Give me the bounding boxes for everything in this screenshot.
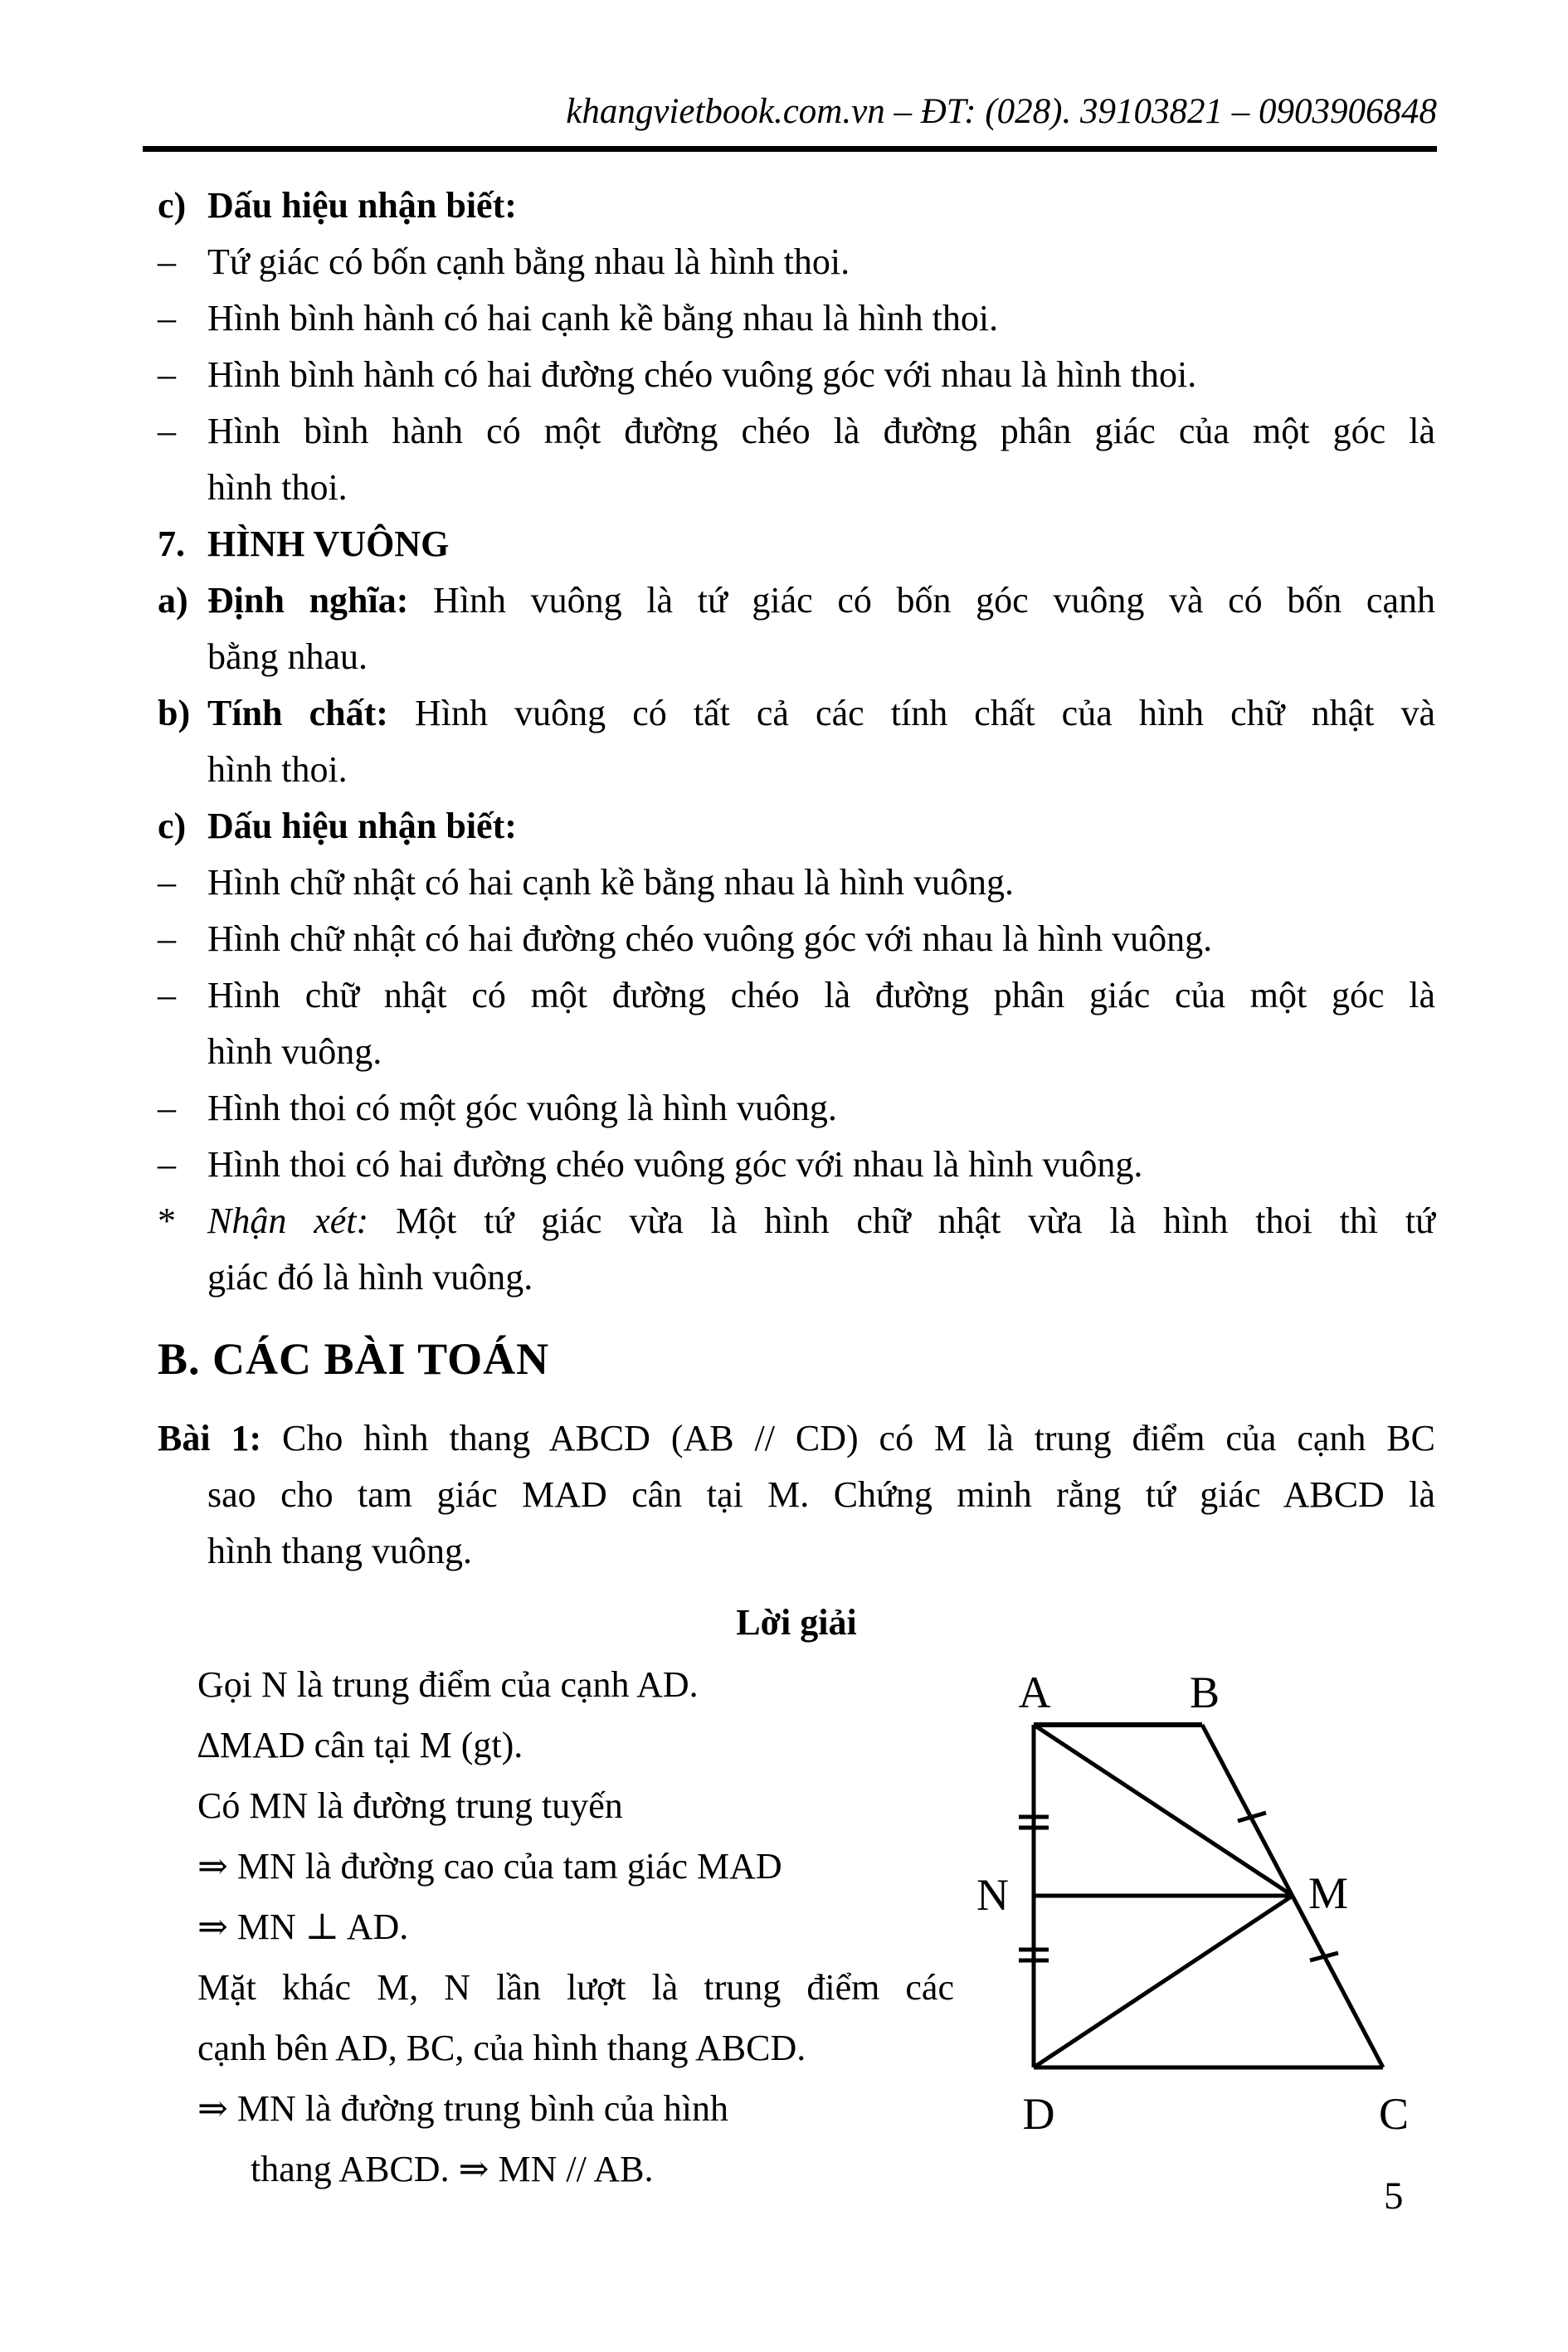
solution-line (197, 1654, 954, 1715)
text-run: Tứ giác có bốn cạnh bằng nhau là hình thoi. (207, 241, 850, 282)
solution-line (197, 2078, 954, 2139)
vertex-label-m: M (1308, 1868, 1349, 1918)
text-run: Lời giải (736, 1602, 857, 1643)
text-run: ⇒ MN ⊥ AD. (197, 1906, 409, 1947)
text-run: giác đó là hình vuông. (207, 1257, 533, 1298)
remark-continuation (207, 1249, 1435, 1306)
line-marker: – (158, 918, 176, 959)
vertex-label-a: A (1018, 1668, 1051, 1717)
solution-line (197, 1715, 954, 1775)
line-marker: – (158, 1144, 176, 1185)
problem-statement-continuation (207, 1523, 1435, 1580)
line-marker: – (158, 241, 176, 282)
text-run: Dấu hiệu nhận biết: (207, 185, 517, 226)
line-marker: c) (158, 185, 187, 226)
bullet-item (158, 347, 1435, 403)
line-marker: – (158, 354, 176, 395)
bullet-item (158, 290, 1435, 347)
page-number: 5 (1384, 2174, 1404, 2218)
text-run: Hình thoi có hai đường chéo vuông góc với nhau là hình vuông. (207, 1144, 1143, 1185)
bullet-item-continuation (207, 460, 1435, 516)
line-marker: – (158, 1088, 176, 1128)
bullet-item (158, 967, 1435, 1024)
text-run: Cho hình thang ABCD (AB // CD) có M là trung điểm của cạnh BC (261, 1418, 1435, 1458)
text-run: Hình chữ nhật có một đường chéo là đường phân giác của một góc là (207, 975, 1435, 1015)
text-run: Hình bình hành có hai đường chéo vuông góc với nhau là hình thoi. (207, 354, 1197, 395)
text-run: Dấu hiệu nhận biết: (207, 806, 517, 846)
bullet-item-continuation (207, 1024, 1435, 1080)
text-run: thang ABCD. ⇒ MN // AB. (251, 2149, 654, 2189)
line-marker: * (158, 1200, 176, 1241)
line-marker: b) (158, 693, 191, 733)
text-run: Một tứ giác vừa là hình chữ nhật vừa là hình thoi thì tứ (368, 1200, 1435, 1241)
text-run: bằng nhau. (207, 636, 368, 677)
text-run: hình thoi. (207, 467, 348, 508)
bullet-item (158, 234, 1435, 290)
segment-am (1034, 1725, 1293, 1896)
text-run: hình thoi. (207, 749, 348, 790)
property-continuation (207, 742, 1435, 798)
solution-line (197, 2018, 954, 2078)
text-run: Hình vuông là tứ giác có bốn góc vuông và có bốn cạnh (408, 580, 1435, 621)
text-run: Hình bình hành có một đường chéo là đường phân giác của một góc là (207, 411, 1435, 451)
geometry-figure (946, 1668, 1477, 2169)
line-marker: a) (158, 580, 188, 621)
solution-line (197, 1957, 954, 2018)
definition-item (158, 572, 1435, 629)
text-run: sao cho tam giác MAD cân tại M. Chứng minh rằng tứ giác ABCD là (207, 1474, 1435, 1515)
remark-item (158, 1193, 1435, 1249)
bullet-item (158, 403, 1435, 460)
text-run: Hình thoi có một góc vuông là hình vuông. (207, 1088, 837, 1128)
text-run: Có MN là đường trung tuyến (197, 1785, 623, 1826)
section-heading (158, 798, 1435, 855)
section-heading (158, 178, 1435, 234)
line-marker: – (158, 862, 176, 903)
solution-heading (158, 1595, 1435, 1651)
problem-statement-continuation (207, 1467, 1435, 1523)
text-run: ⇒ MN là đường trung bình của hình (197, 2088, 729, 2129)
property-item (158, 685, 1435, 742)
definition-continuation (207, 629, 1435, 685)
text-run: ∆MAD cân tại M (gt). (197, 1725, 523, 1765)
line-marker: – (158, 411, 176, 451)
vertex-label-c: C (1378, 2089, 1410, 2139)
segment-dm (1034, 1896, 1293, 2067)
text-run: B. CÁC BÀI TOÁN (158, 1334, 550, 1384)
line-marker: – (158, 975, 176, 1015)
solution-line (197, 1897, 954, 1957)
solution-line (197, 1775, 954, 1836)
text-run: hình vuông. (207, 1031, 382, 1072)
solution-line (197, 1836, 954, 1897)
text-run: Hình bình hành có hai cạnh kề bằng nhau là hình thoi. (207, 298, 999, 338)
vertex-label-b: B (1189, 1668, 1220, 1717)
vertex-label-n: N (976, 1870, 1009, 1920)
page-header: khangvietbook.com.vn – ĐT: (028). 39103821 – 0903906848 (566, 92, 1437, 131)
text-run: Hình chữ nhật có hai đường chéo vuông góc với nhau là hình vuông. (207, 918, 1213, 959)
line-marker: c) (158, 806, 187, 846)
solution-line (251, 2139, 954, 2199)
bullet-item (158, 855, 1435, 911)
text-run: Bài 1: (158, 1418, 262, 1458)
part-title (158, 1322, 1435, 1395)
vertex-label-d: D (1022, 2089, 1055, 2139)
text-run: Hình vuông có tất cả các tính chất của hình chữ nhật và (387, 693, 1435, 733)
bullet-item (158, 911, 1435, 967)
text-run: Định nghĩa: (207, 580, 409, 621)
text-run: cạnh bên AD, BC, của hình thang ABCD. (197, 2028, 806, 2068)
bullet-item (158, 1080, 1435, 1137)
section-heading (158, 516, 1435, 572)
line-marker: 7. (158, 523, 185, 564)
text-run: Hình chữ nhật có hai cạnh kề bằng nhau là hình vuông. (207, 862, 1015, 903)
problem-statement (158, 1410, 1435, 1467)
line-marker: – (158, 298, 176, 338)
text-run: Nhận xét: (207, 1200, 369, 1241)
text-run: hình thang vuông. (207, 1531, 472, 1571)
text-run: ⇒ MN là đường cao của tam giác MAD (197, 1846, 782, 1887)
text-run: Tính chất: (207, 693, 388, 733)
text-run: Gọi N là trung điểm của cạnh AD. (197, 1664, 699, 1705)
trapezoid-diagram (946, 1668, 1477, 2165)
bullet-item (158, 1137, 1435, 1193)
text-run: HÌNH VUÔNG (207, 523, 450, 564)
text-run: Mặt khác M, N lần lượt là trung điểm các (197, 1967, 954, 2008)
header-rule (143, 146, 1437, 152)
